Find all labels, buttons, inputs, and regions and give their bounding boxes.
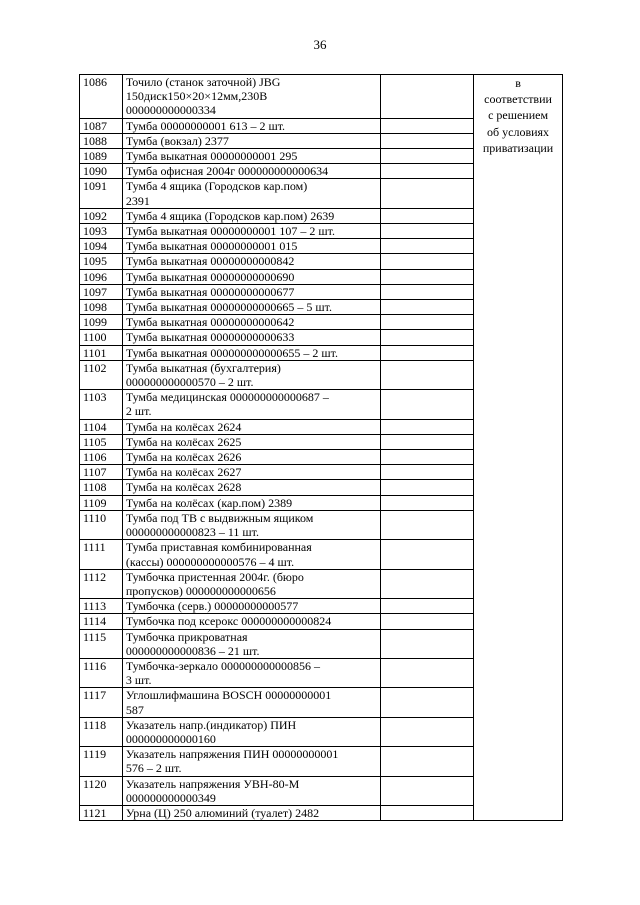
empty-cell	[381, 330, 474, 345]
item-description-line: Тумба (вокзал) 2377	[125, 133, 229, 148]
item-description	[122, 717, 380, 746]
item-description	[122, 465, 380, 480]
item-description-line: Тумба на колёсах 2628	[125, 480, 242, 495]
item-description-line: Тумба выкатная (бухгалтерия)	[125, 360, 281, 375]
empty-cell	[381, 284, 474, 299]
item-description-line: Тумбочка пристенная 2004г. (бюро	[125, 569, 304, 584]
inventory-table-body	[80, 75, 563, 821]
item-description-line: 000000000000823 – 11 шт.	[125, 525, 259, 540]
row-number: 1094	[80, 239, 123, 254]
empty-cell	[381, 239, 474, 254]
empty-cell	[381, 149, 474, 164]
item-description	[122, 284, 380, 299]
item-description	[122, 164, 380, 179]
item-description	[122, 254, 380, 269]
empty-cell	[381, 179, 474, 208]
empty-cell	[381, 450, 474, 465]
row-number: 1104	[80, 419, 123, 434]
item-description-line: Тумба 00000000001 613 – 2 шт.	[125, 118, 286, 133]
item-description-line: Указатель напр.(индикатор) ПИН	[125, 717, 297, 732]
privatization-note-line: с решением	[488, 108, 549, 123]
item-description-line: Тумба медицинская 000000000000687 –	[125, 390, 329, 405]
empty-cell	[381, 419, 474, 434]
empty-cell	[381, 390, 474, 419]
row-number: 1096	[80, 269, 123, 284]
empty-cell	[381, 747, 474, 776]
item-description	[122, 360, 380, 389]
privatization-note-line: в	[515, 76, 521, 90]
row-number: 1108	[80, 480, 123, 495]
empty-cell	[381, 254, 474, 269]
item-description-line: Тумба на колёсах 2626	[125, 450, 242, 465]
row-number: 1106	[80, 450, 123, 465]
empty-cell	[381, 629, 474, 658]
item-description	[122, 629, 380, 658]
row-number: 1116	[80, 658, 123, 687]
item-description-line: Тумба приставная комбинированная	[125, 540, 312, 555]
item-description-line: 000000000000570 – 2 шт.	[125, 375, 254, 390]
item-description-line: Тумба выкатная 00000000000642	[125, 315, 295, 330]
empty-cell	[381, 658, 474, 687]
row-number: 1118	[80, 717, 123, 746]
row-number: 1099	[80, 315, 123, 330]
row-number: 1090	[80, 164, 123, 179]
privatization-note-line: приватизации	[482, 140, 554, 155]
item-description	[122, 599, 380, 614]
empty-cell	[381, 224, 474, 239]
empty-cell	[381, 269, 474, 284]
row-number: 1110	[80, 510, 123, 539]
item-description-line: Тумба выкатная 00000000000677	[125, 284, 295, 299]
item-description-line: Тумба выкатная 00000000001 107 – 2 шт.	[125, 224, 335, 239]
row-number: 1102	[80, 360, 123, 389]
item-description	[122, 495, 380, 510]
empty-cell	[381, 345, 474, 360]
item-description	[122, 776, 380, 805]
item-description	[122, 658, 380, 687]
row-number: 1103	[80, 390, 123, 419]
item-description	[122, 149, 380, 164]
item-description	[122, 510, 380, 539]
item-description	[122, 330, 380, 345]
row-number: 1100	[80, 330, 123, 345]
empty-cell	[381, 133, 474, 148]
item-description-line: Тумба офисная 2004г 000000000000634	[125, 164, 329, 179]
page-number: 36	[313, 37, 327, 52]
row-number: 1114	[80, 614, 123, 629]
row-number: 1111	[80, 540, 123, 569]
item-description-line: Тумба выкатная 00000000000665 – 5 шт.	[125, 300, 332, 315]
empty-cell	[381, 717, 474, 746]
empty-cell	[381, 495, 474, 510]
row-number: 1095	[80, 254, 123, 269]
row-number: 1105	[80, 434, 123, 449]
item-description	[122, 540, 380, 569]
item-description-line: 587	[125, 702, 144, 717]
item-description-line: Тумба на колёсах 2627	[125, 465, 242, 480]
item-description	[122, 419, 380, 434]
row-number: 1119	[80, 747, 123, 776]
empty-cell	[381, 805, 474, 820]
item-description-line: Тумба выкатная 000000000000655 – 2 шт.	[125, 345, 338, 360]
row-number: 1088	[80, 133, 123, 148]
item-description-line: 150диск150×20×12мм,230В	[125, 89, 268, 104]
item-description-line: Тумбочка (серв.) 00000000000577	[125, 599, 299, 614]
item-description-line: Тумба на колёсах (кар.пом) 2389	[125, 495, 293, 510]
item-description	[122, 688, 380, 717]
empty-cell	[381, 434, 474, 449]
empty-cell	[381, 480, 474, 495]
item-description-line: 2391	[125, 193, 150, 208]
item-description	[122, 239, 380, 254]
privatization-note-line: об условиях	[487, 124, 550, 139]
row-number: 1120	[80, 776, 123, 805]
item-description-line: Тумбочка-зеркало 000000000000856 –	[125, 658, 320, 673]
item-description	[122, 179, 380, 208]
row-number: 1109	[80, 495, 123, 510]
empty-cell	[381, 510, 474, 539]
empty-cell	[381, 315, 474, 330]
item-description-line: Тумба под ТВ с выдвижным ящиком	[125, 510, 314, 525]
row-number: 1093	[80, 224, 123, 239]
empty-cell	[381, 360, 474, 389]
item-description	[122, 569, 380, 598]
item-description-line: Тумба выкатная 00000000000690	[125, 269, 295, 284]
item-description	[122, 805, 380, 820]
privatization-note-line: соответствии	[484, 92, 552, 107]
item-description	[122, 133, 380, 148]
row-number: 1115	[80, 629, 123, 658]
row-number: 1097	[80, 284, 123, 299]
row-number: 1091	[80, 179, 123, 208]
empty-cell	[381, 465, 474, 480]
empty-cell	[381, 614, 474, 629]
item-description	[122, 208, 380, 223]
item-description	[122, 300, 380, 315]
item-description-line: Указатель напряжения УВН-80-М	[125, 776, 300, 791]
item-description-line: Тумба 4 ящика (Городсков кар.пом) 2639	[125, 208, 335, 223]
row-number: 1092	[80, 208, 123, 223]
inventory-table	[79, 74, 563, 821]
empty-cell	[381, 599, 474, 614]
item-description	[122, 614, 380, 629]
empty-cell	[381, 208, 474, 223]
empty-cell	[381, 569, 474, 598]
item-description-line: (кассы) 000000000000576 – 4 шт.	[125, 554, 295, 569]
item-description-line: Тумба выкатная 00000000000633	[125, 330, 295, 345]
empty-cell	[381, 540, 474, 569]
table-row	[80, 75, 563, 119]
item-description-line: 000000000000349	[125, 790, 216, 805]
item-description	[122, 315, 380, 330]
item-description	[122, 434, 380, 449]
item-description	[122, 269, 380, 284]
row-number: 1086	[80, 75, 123, 119]
item-description-line: 3 шт.	[125, 673, 152, 688]
item-description	[122, 345, 380, 360]
item-description-line: Урна (Ц) 250 алюминий (туалет) 2482	[125, 805, 320, 820]
empty-cell	[381, 776, 474, 805]
row-number: 1113	[80, 599, 123, 614]
item-description-line: 000000000000836 – 21 шт.	[125, 643, 260, 658]
item-description-line: Тумба на колёсах 2625	[125, 434, 242, 449]
item-description-line: пропусков) 000000000000656	[125, 583, 276, 598]
empty-cell	[381, 164, 474, 179]
empty-cell	[381, 118, 474, 133]
item-description-line: Тумба выкатная 00000000000842	[125, 254, 295, 269]
item-description-line: Тумба выкатная 00000000001 295	[125, 149, 298, 164]
row-number: 1089	[80, 149, 123, 164]
item-description-line: 000000000000334	[125, 103, 216, 118]
row-number: 1112	[80, 569, 123, 598]
item-description	[122, 747, 380, 776]
item-description-line: Тумба выкатная 00000000001 015	[125, 239, 298, 254]
row-number: 1121	[80, 805, 123, 820]
item-description-line: Тумбочка прикроватная	[125, 629, 248, 644]
item-description	[122, 450, 380, 465]
row-number: 1107	[80, 465, 123, 480]
empty-cell	[381, 75, 474, 119]
item-description	[122, 75, 380, 119]
item-description-line: Тумба на колёсах 2624	[125, 419, 242, 434]
item-description	[122, 118, 380, 133]
empty-cell	[381, 300, 474, 315]
item-description-line: Углошлифмашина BOSCH 00000000001	[125, 688, 332, 703]
item-description-line: 576 – 2 шт.	[125, 761, 182, 776]
item-description	[122, 224, 380, 239]
item-description-line: Тумбочка под ксерокс 000000000000824	[125, 614, 332, 629]
item-description	[122, 480, 380, 495]
row-number: 1098	[80, 300, 123, 315]
item-description-line: Тумба 4 ящика (Городсков кар.пом)	[125, 179, 308, 194]
row-number: 1117	[80, 688, 123, 717]
row-number: 1101	[80, 345, 123, 360]
privatization-note	[474, 75, 563, 821]
item-description-line: 000000000000160	[125, 731, 216, 746]
item-description	[122, 390, 380, 419]
item-description-line: 2 шт.	[125, 404, 152, 419]
item-description-line: Точило (станок заточной) JBG	[125, 75, 281, 89]
empty-cell	[381, 688, 474, 717]
row-number: 1087	[80, 118, 123, 133]
item-description-line: Указатель напряжения ПИН 00000000001	[125, 747, 339, 762]
